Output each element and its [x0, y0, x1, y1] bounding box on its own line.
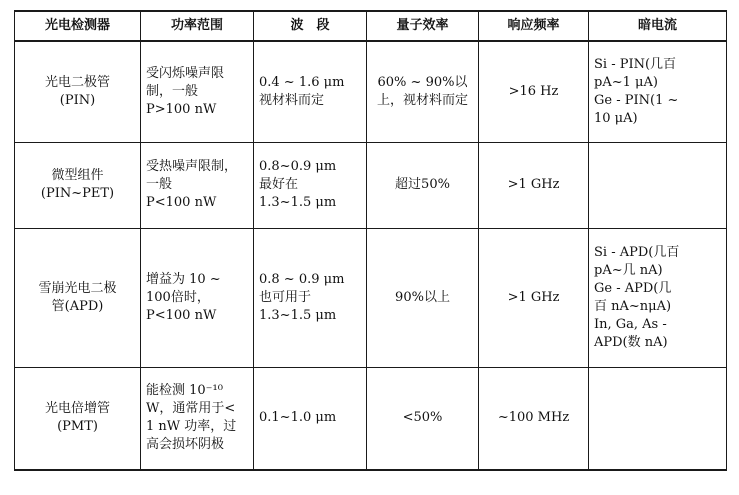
- header-response-frequency: 响应频率: [479, 11, 589, 41]
- band-cell: 0.8 ~ 0.9 μm 也可用于 1.3~1.5 μm: [254, 228, 367, 367]
- detector-cell: 光电倍增管 (PMT): [15, 367, 141, 470]
- detector-cell: 雪崩光电二极 管(APD): [15, 228, 141, 367]
- quantum-efficiency-cell: 超过50%: [367, 142, 479, 228]
- header-power-range: 功率范围: [141, 11, 254, 41]
- quantum-efficiency-cell: 60% ~ 90%以 上，视材料而定: [367, 41, 479, 142]
- dark-current-cell: [589, 367, 727, 470]
- dark-current-cell: Si - PIN(几百 pA~1 μA) Ge - PIN(1 ~ 10 μA): [589, 41, 727, 142]
- response-frequency-cell: >16 Hz: [479, 41, 589, 142]
- header-quantum-efficiency: 量子效率: [367, 11, 479, 41]
- power-range-cell: 能检测 10⁻¹⁰ W，通常用于< 1 nW 功率，过 高会损坏阴极: [141, 367, 254, 470]
- header-detector: 光电检测器: [15, 11, 141, 41]
- power-range-cell: 受闪烁噪声限 制，一般 P>100 nW: [141, 41, 254, 142]
- power-range-cell: 增益为 10 ~ 100倍时， P<100 nW: [141, 228, 254, 367]
- table-header-row: [15, 11, 727, 41]
- table-row: [15, 228, 727, 367]
- response-frequency-cell: >1 GHz: [479, 228, 589, 367]
- detector-comparison-table: [14, 10, 727, 471]
- power-range-cell: 受热噪声限制， 一般 P<100 nW: [141, 142, 254, 228]
- table-row: [15, 367, 727, 470]
- detector-cell: 光电二极管 (PIN): [15, 41, 141, 142]
- dark-current-cell: Si - APD(几百 pA~几 nA) Ge - APD(几 百 nA~nμA) In, Ga, As - APD(数 nA): [589, 228, 727, 367]
- response-frequency-cell: ~100 MHz: [479, 367, 589, 470]
- quantum-efficiency-cell: <50%: [367, 367, 479, 470]
- band-cell: 0.1~1.0 μm: [254, 367, 367, 470]
- dark-current-cell: [589, 142, 727, 228]
- band-cell: 0.8~0.9 μm 最好在 1.3~1.5 μm: [254, 142, 367, 228]
- response-frequency-cell: >1 GHz: [479, 142, 589, 228]
- table-row: [15, 41, 727, 142]
- table-row: [15, 142, 727, 228]
- band-cell: 0.4 ~ 1.6 μm 视材料而定: [254, 41, 367, 142]
- header-band: 波 段: [254, 11, 367, 41]
- header-dark-current: 暗电流: [589, 11, 727, 41]
- detector-cell: 微型组件 (PIN~PET): [15, 142, 141, 228]
- quantum-efficiency-cell: 90%以上: [367, 228, 479, 367]
